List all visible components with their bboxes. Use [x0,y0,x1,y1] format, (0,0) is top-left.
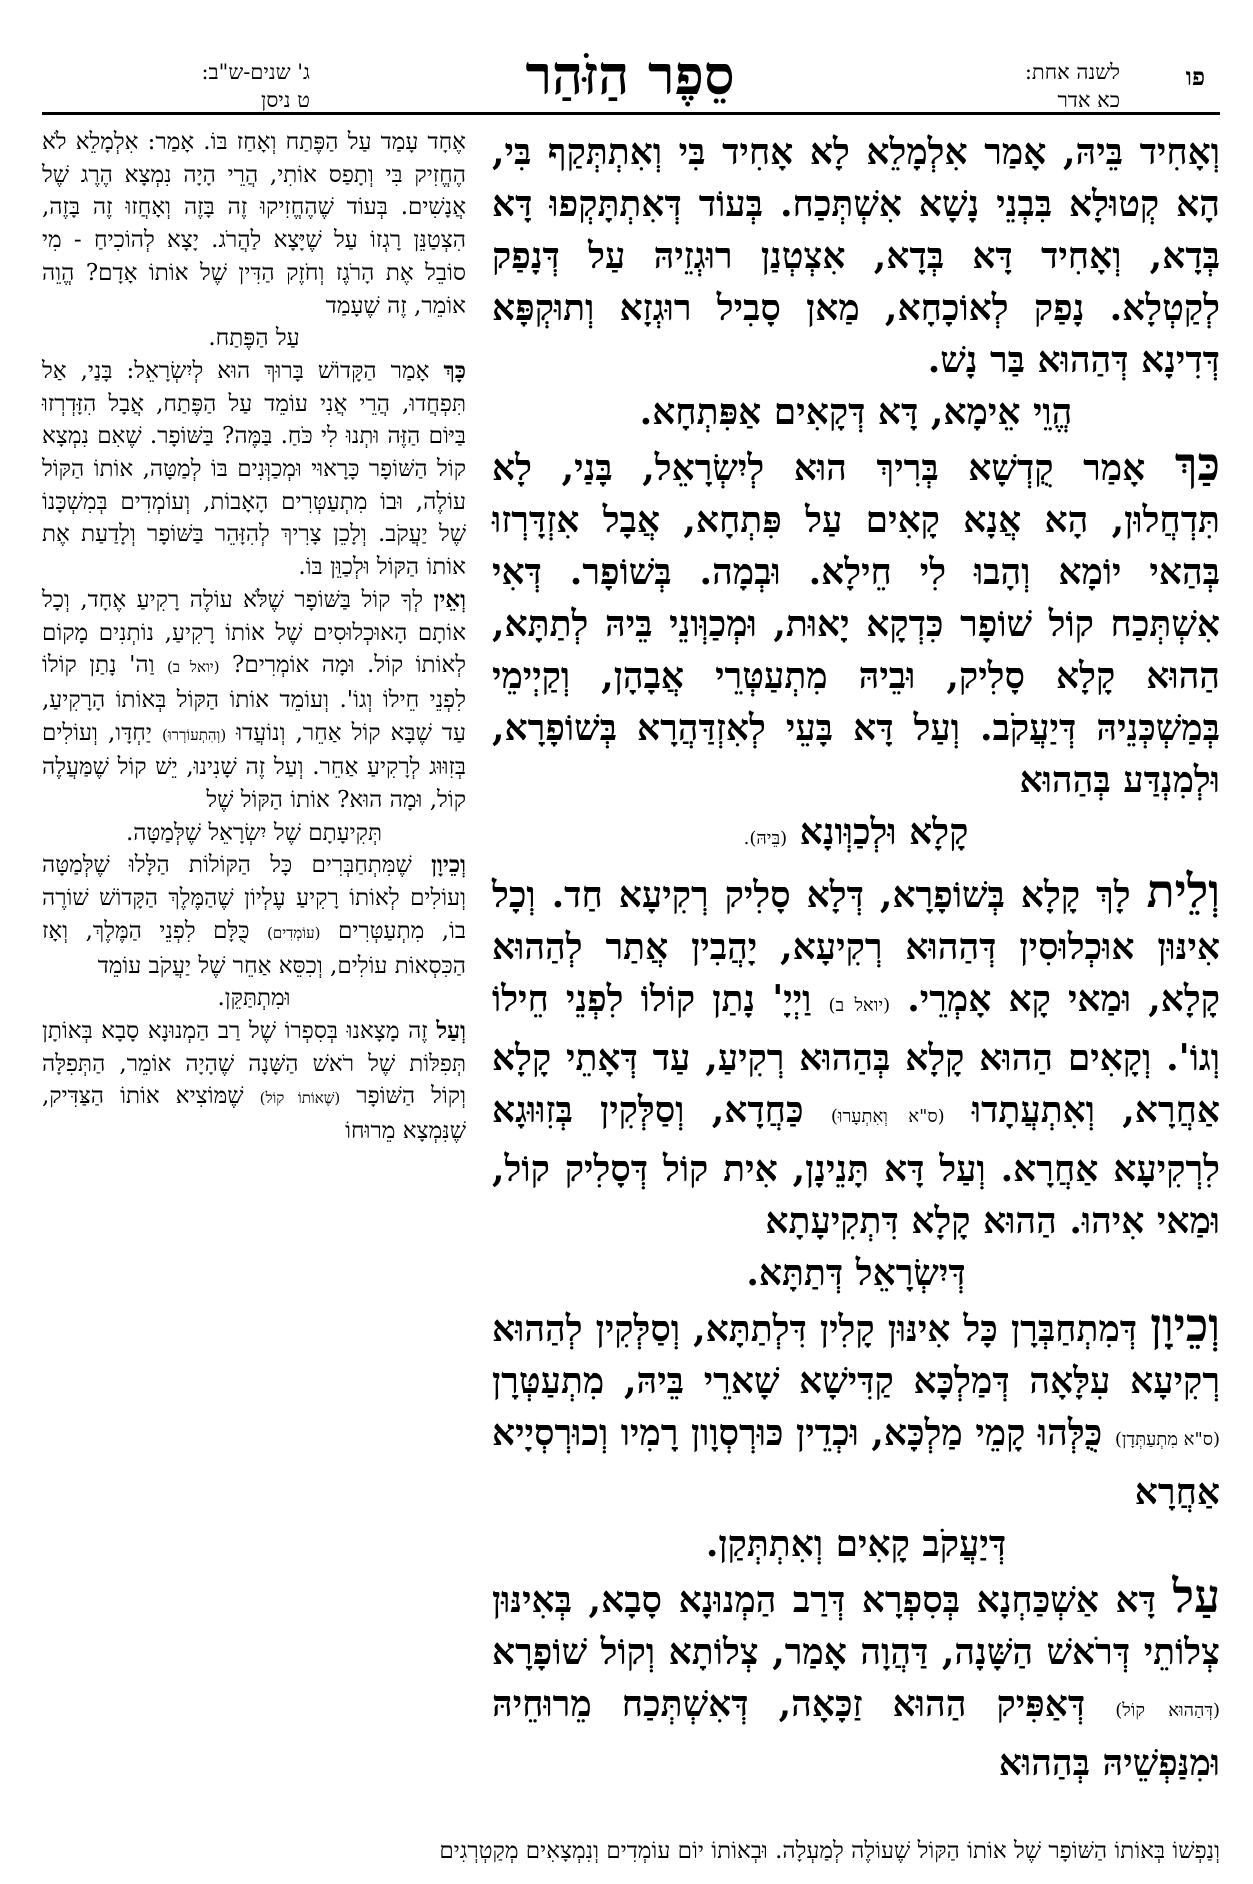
main-paragraph-2-dropcap: כַּךְ [1174,437,1220,491]
main-paragraph-2-end [492,806,1220,865]
main-paragraph-3-text-c: כַּחֲדָא, וְסַלְּקִין בְּזִוּוּגָא לִרְקִיעָא אַחֲרָא. וְעַל דָּא תָּנֵינָן, אִית קוֹל דְּסָלִיק קוֹל, וּמַאי אִיהוּ. הַהוּא קָלָא דִּתְקִיעָתָא [492,1089,1220,1242]
side-paragraph-4-end: וּמִתְתַּקֵּן. [217,985,291,1012]
side-paragraph-5-note: (שֶׁאוֹתוֹ קוֹל) [259,1089,341,1108]
side-paragraph-1: אֶחָד עָמַד עַל הַפֶּתַח וְאָחַז בּוֹ. אָמַר: אִלְמָלֵא לֹא הֶחֱזִיק בִּי וְתָפַס אוֹתִי, הֲרֵי הָיָה נִמְצָא הֶרֶג שֶׁל אֲנָשִׁים. בְּעוֹד שֶׁהֶחֱזִיקוּ זֶה בָּזֶה וְאָחֲזוּ זֶה בָּזֶה, הִצְטַנֵּן רָגְזוֹ עַל שֶׁיָּצָא לַהֲרֹג. יָצָא לְהוֹכִיחַ - מִי סוֹבֵל אֶת הָרֹגֶז וְחֹזֶק הַדִּין שֶׁל אוֹתוֹ אָדָם? הֱוֵה אוֹמֵר, זֶה שֶׁעָמַד [42,129,466,319]
main-paragraph-2-note: (בֵּיהּ). [743,828,788,849]
side-paragraph-4-text-a: שֶׁמִּתְחַבְּרִים כָּל הַקּוֹלוֹת הַלָּלוּ שֶׁלְּמַטָּה וְעוֹלִים לְאוֹתוֹ רָקִיעַ עֶלְיוֹן שֶׁהַמֶּלֶךְ הַקָּדוֹשׁ שׁוֹרֶה בוֹ, מִתְעַטְּרִים [42,852,467,944]
header-left-schedule [90,58,310,114]
main-paragraph-4-dropcap: וְכֵיוָן [1150,1298,1220,1352]
main-paragraph-3-end: דְּיִשְׂרָאֵל דְּתַתָּא. [746,1252,966,1294]
side-paragraph-3-text-b: וַה' נָתַן קוֹלוֹ לִפְנֵי חֵילוֹ וְגוֹ'. וְעוֹמֵד אוֹתוֹ הַקּוֹל בְּאוֹתוֹ הָרָקִיעַ, עַד שֶׁבָּא קוֹל אַחֵר, וְנוֹעֲדוּ [42,652,467,746]
main-paragraph-3-text-b: וַיְיָ' נָתַן קוֹלוֹ לִפְנֵי חֵילוֹ וְגוֹ'. וְקָאִים הַהוּא קָלָא בְּהַהוּא רְקִיעַ, עַד דְּאָתֵי קָלָא אַחֲרָא, וְאִתְעֲתָדוּ [492,978,1221,1131]
main-paragraph-3 [492,865,1220,1247]
main-paragraph-5-note: (דְּהַהוּא קוֹל) [1115,1700,1220,1721]
side-paragraph-4-dropcap: וְכֵיוָן [431,851,466,879]
side-paragraph-3-note-1: (יואל ב) [166,658,220,677]
main-paragraph-3-note-1: (יואל ב) [828,995,891,1016]
main-paragraph-5-text-a: דָּא אַשְׁכַּחְנָא בְּסִפְרָא דְּרַב הַמְנוּנָא סָבָא, בְּאִינּוּן צְלוֹתֵי דְּרֹאשׁ הַשָּׁנָה, דַּהֲוָה אָמַר, צְלוֹתָא וְקוֹל שׁוֹפָרָא [492,1579,1220,1673]
main-paragraph-4-text-a: דְּמִתְחַבְּרָן כָּל אִינּוּן קָלִין דִּלְתַתָּא, וְסַלְּקִין לְהַהוּא רְקִיעָא עִלָּאָה דְּמַלְכָּא קַדִּישָׁא שָׁארֵי בֵּיהּ, מִתְעַטְּרָן [492,1308,1220,1402]
bottom-continuation-line: וְנַפְשׁוֹ בְּאוֹתוֹ הַשּׁוֹפָר שֶׁל אוֹתוֹ הַקּוֹל שֶׁעוֹלֶה לְמַעְלָה. וּבְאוֹתוֹ יוֹם עוֹמְדִים וְנִמְצָאִים מְקַטְרְגִים [439,1838,1220,1864]
side-paragraph-3-dropcap: וְאֵין [433,585,466,613]
main-paragraph-1-text: וְאָחִיד בֵּיהּ, אָמַר אִלְמָלֵא לָא אָחִיד בִּי וְאִתְתְּקַף בִּי, הָא קְטוּלָא בִּבְנֵי נָשָׁא אִשְׁתְּכַח. בְּעוֹד דְּאִתְתָּקְפוּ דָּא בְּדָא, וְאָחִיד דָּא בְּדָא, אִצְטְנַן רוּגְזֵיהּ עַל דְּנָפַק לְקַטְלָא. נָפַק לְאוֹכָחָא, מַאן סָבִיל רוּגְזָא וְתוּקְפָּא דְּדִינָא דְּהַהוּא בַּר נָשׁ. [492,131,1220,381]
main-paragraph-1 [492,126,1220,386]
main-paragraph-3-note-2: (ס"א וְאִתְעָרוּ) [830,1106,945,1127]
side-paragraph-3-end: תְּקִיעָתָם שֶׁל יִשְׂרָאֵל שֶׁלְּמַטָּה. [125,819,383,846]
side-paragraph-5-dropcap: וְעַל [436,1016,466,1044]
header-left-line1: ג' שנים-ש"ב: [201,60,310,84]
side-paragraph-5-text-a: זֶה מָצָאנוּ בְּסִפְרוֹ שֶׁל רַב הַמְנוּנָא סָבָא בְּאוֹתָן תְּפִלּוֹת שֶׁל רֹאשׁ הַשָּׁנָה שֶׁהָיָה אוֹמֵר, הַתְּפִלָּה וְקוֹל הַשּׁוֹפָר [42,1017,466,1110]
header-right-schedule [920,58,1120,114]
side-paragraph-3 [42,584,466,817]
main-paragraph-5-text-b: דְּאַפִּיק הַהוּא זַכָּאָה, דְּאִשְׁתְּכַח מֵרוּחֵיהּ וּמִנַּפְשֵׁיהּ בְּהַהוּא [492,1683,1220,1784]
main-paragraph-3-dropcap: וְלֵית [1146,864,1220,918]
side-paragraph-2 [42,355,466,584]
main-paragraph-4 [492,1299,1220,1518]
translation-column [42,126,466,1148]
side-paragraph-3-note-2: (וְהִתְעוֹרְרוּ) [161,725,227,744]
main-paragraph-5-dropcap: עַל [1172,1569,1220,1623]
header-right-line1: לשנה אחת: [1024,60,1120,84]
book-title: סֵפֶר הַזֹּהַר [525,43,735,107]
side-paragraph-1-end: עַל הַפֶּתַח. [208,325,300,352]
side-paragraph-2-text: אָמַר הַקָּדוֹשׁ בָּרוּךְ הוּא לְיִשְׂרָאֵל: בָּנַי, אַל תִּפְחֲדוּ, הֲרֵי אֲנִי עוֹמֵד עַל הַפֶּתַח, אֲבָל הִזָּדְרְזוּ בַּיּוֹם הַזֶּה וּתְנוּ לִי כֹּחַ. בַּמֶּה? בַּשּׁוֹפָר. שֶׁאִם נִמְצָא קוֹל הַשּׁוֹפָר כָּרָאוּי וּמְכַוְּנִים בּוֹ לְמַטָּה, אוֹתוֹ הַקּוֹל עוֹלֶה, וּבוֹ מִתְעַטְּרִים הָאָבוֹת, וְעוֹמְדִים בְּמִשְׁכָּנוֹ שֶׁל יַעֲקֹב. וְלָכֵן צָרִיךְ לְהִזָּהֵר בַּשּׁוֹפָר וְלָדַעַת אֶת אוֹתוֹ הַקּוֹל וּלְכַוֵּן בּוֹ. [42,357,466,581]
main-paragraph-1-end: הֱוֵי אֵימָא, דָּא דְּקָאִים אַפִּתְחָא. [639,391,1073,433]
header-left-line2: ט ניסן [261,88,310,112]
main-paragraph-4-note: (ס"א מִתְעַתְּדָן) [1114,1429,1220,1450]
side-paragraph-4 [42,849,466,982]
side-paragraph-4-note: (עוֹמְדִים) [267,923,321,942]
main-paragraph-2 [492,438,1220,806]
main-paragraph-4-end: דְּיַעֲקֹב קָאִים וְאִתְתְּקַן. [705,1523,1007,1565]
header-rule [42,112,1220,115]
side-paragraph-3-text-a: לְךָ קוֹל בַּשּׁוֹפָר שֶׁלֹּא עוֹלֶה רָקִיעַ אֶחָד, וְכָל אוֹתָם הָאוּכְלוּסִים שֶׁל אוֹתוֹ רָקִיעַ, נוֹתְנִים מָקוֹם לְאוֹתוֹ קוֹל. וּמָה אוֹמְרִים? [42,586,467,679]
main-paragraph-5 [492,1570,1220,1789]
main-text-column [492,126,1220,1789]
page-number: פו [1185,62,1205,91]
side-paragraph-3-text-c: יַחְדָּו, וְעוֹלִים בְּזִוּוּג לְרָקִיעַ אַחֵר. וְעַל זֶה שָׁנִינוּ, יֵשׁ קוֹל שֶׁמַּעֲלֶה קוֹל, וּמָה הוּא? אוֹתוֹ הַקּוֹל שֶׁל [42,719,466,814]
main-paragraph-2-end-text: קָלָא וּלְכַוְּונָא [799,811,969,853]
side-paragraph-2-dropcap: כָּךְ [443,356,466,384]
side-paragraph-4-text-b: כֻּלָּם לִפְנֵי הַמֶּלֶךְ, וְאָז הַכִּסְאוֹת עוֹלִים, וְכִסֵּא אַחֵר שֶׁל יַעֲקֹב עוֹמֵד [42,917,466,979]
main-paragraph-4-text-b: כֻּלְּהוּ קָמֵי מַלְכָּא, וּכְדֵין כּוּרְסְוָון רָמִיו וְכוּרְסְיָיא אַחֲרָא [492,1412,1220,1513]
side-paragraph-5 [42,1015,466,1148]
side-paragraph-5-text-b: שֶׁמּוֹצִיא אוֹתוֹ הַצַּדִּיק, שֶׁנִּמְצָא מֵרוּחוֹ [42,1083,466,1145]
header-right-line2: כא אדר [1057,88,1120,112]
main-paragraph-3-text-a: לָךְ קָלָא בְּשׁוֹפָרָא, דְּלָא סָלִיק רְקִיעָא חַד. וְכָל אִינּוּן אוּכְלוּסִין דְּהַהוּא רְקִיעָא, יָהֲבִין אֲתַר לְהַהוּא קָלָא, וּמַאי קָא אָמְרֵי. [492,874,1220,1020]
main-paragraph-2-text: אָמַר קֻדְשָׁא בְּרִיךְ הוּא לְיִשְׂרָאֵל, בָּנַי, לָא תִּדְחֲלוּן, הָא אֲנָא קָאִים עַל פִּתְחָא, אֲבָל אִזְדָּרְזוּ בְּהַאי יוֹמָא וְהָבוּ לִי חֵילָא. וּבְמָה. בְּשׁוֹפָר. דְּאִי אִשְׁתְּכַח קוֹל שׁוֹפָר כִּדְקָא יָאוּת, וּמְכַוְּונֵי בֵּיהּ לְתַתָּא, הַהוּא קָלָא סָלִיק, וּבֵיהּ מִתְעַטְּרֵי אֲבָהָן, וְקַיְימֵי בְּמַשְׁכְּנֵיהּ דְּיַעֲקֹב. וְעַל דָּא בָּעֵי לְאִזְדַּהֲרָא בְּשׁוֹפָרָא, וּלְמִנְדַּע בְּהַהוּא [492,447,1220,801]
